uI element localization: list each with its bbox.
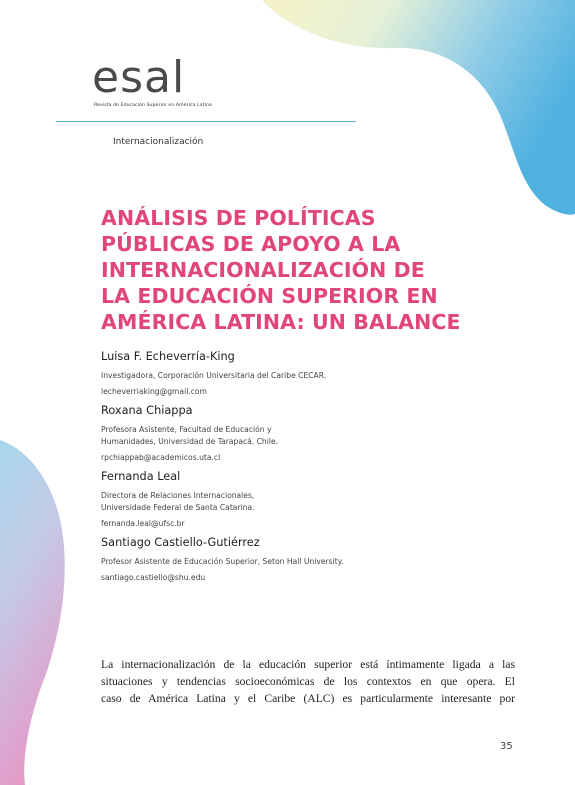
author-affiliation: Investigadora, Corporación Universitaria del Caribe CECAR.	[101, 371, 327, 380]
author-name: Santiago Castiello-Gutiérrez	[101, 536, 260, 549]
title-line: ANÁLISIS DE POLÍTICAS	[101, 206, 376, 230]
author-affiliation: Directora de Relaciones Internacionales,	[101, 491, 255, 500]
page-number: 35	[500, 741, 513, 752]
logo-subtitle: Revista de Educación Superior en América Latina	[94, 103, 212, 108]
author-email[interactable]: santiago.castiello@shu.edu	[101, 573, 206, 582]
author-name: Roxana Chiappa	[101, 404, 193, 417]
author-name: Luisa F. Echeverría-King	[101, 350, 235, 363]
author-list	[101, 349, 461, 589]
author-affiliation: Humanidades, Universidad de Tarapacá, Chile.	[101, 437, 279, 446]
author-email[interactable]: lecheverriaking@gmail.com	[101, 387, 207, 396]
author-block	[101, 469, 461, 530]
body-line: La internacionalización de la educación superior está íntimamente ligada a las	[101, 658, 515, 671]
logo-wordmark: esal	[92, 52, 186, 103]
author-block	[101, 349, 461, 398]
body-paragraph	[101, 656, 515, 708]
author-name: Fernanda Leal	[101, 470, 181, 483]
title-line: LA EDUCACIÓN SUPERIOR EN	[101, 284, 438, 308]
section-label: Internacionalización	[113, 137, 204, 147]
title-line: PÚBLICAS DE APOYO A LA	[101, 232, 401, 256]
author-affiliation: Profesora Asistente, Facultad de Educación y	[101, 425, 272, 434]
author-block	[101, 403, 461, 464]
author-email[interactable]: rpchiappab@academicos.uta.cl	[101, 453, 221, 462]
title-line: AMÉRICA LATINA: UN BALANCE	[101, 310, 461, 334]
esal-logo	[92, 52, 232, 114]
title-line: INTERNACIONALIZACIÓN DE	[101, 258, 425, 282]
header-divider	[56, 121, 356, 122]
author-affiliation: Universidade Federal de Santa Catarina.	[101, 503, 255, 512]
author-block	[101, 535, 461, 584]
body-line: caso de América Latina y el Caribe (ALC) es particularmente interesante por	[101, 692, 515, 706]
author-email[interactable]: fernanda.leal@ufsc.br	[101, 519, 185, 528]
article-title	[101, 205, 481, 335]
body-line: situaciones y tendencias socioeconómicas de los contextos en que opera. El	[101, 675, 515, 689]
author-affiliation: Profesor Asistente de Educación Superior, Seton Hall University.	[101, 557, 344, 566]
